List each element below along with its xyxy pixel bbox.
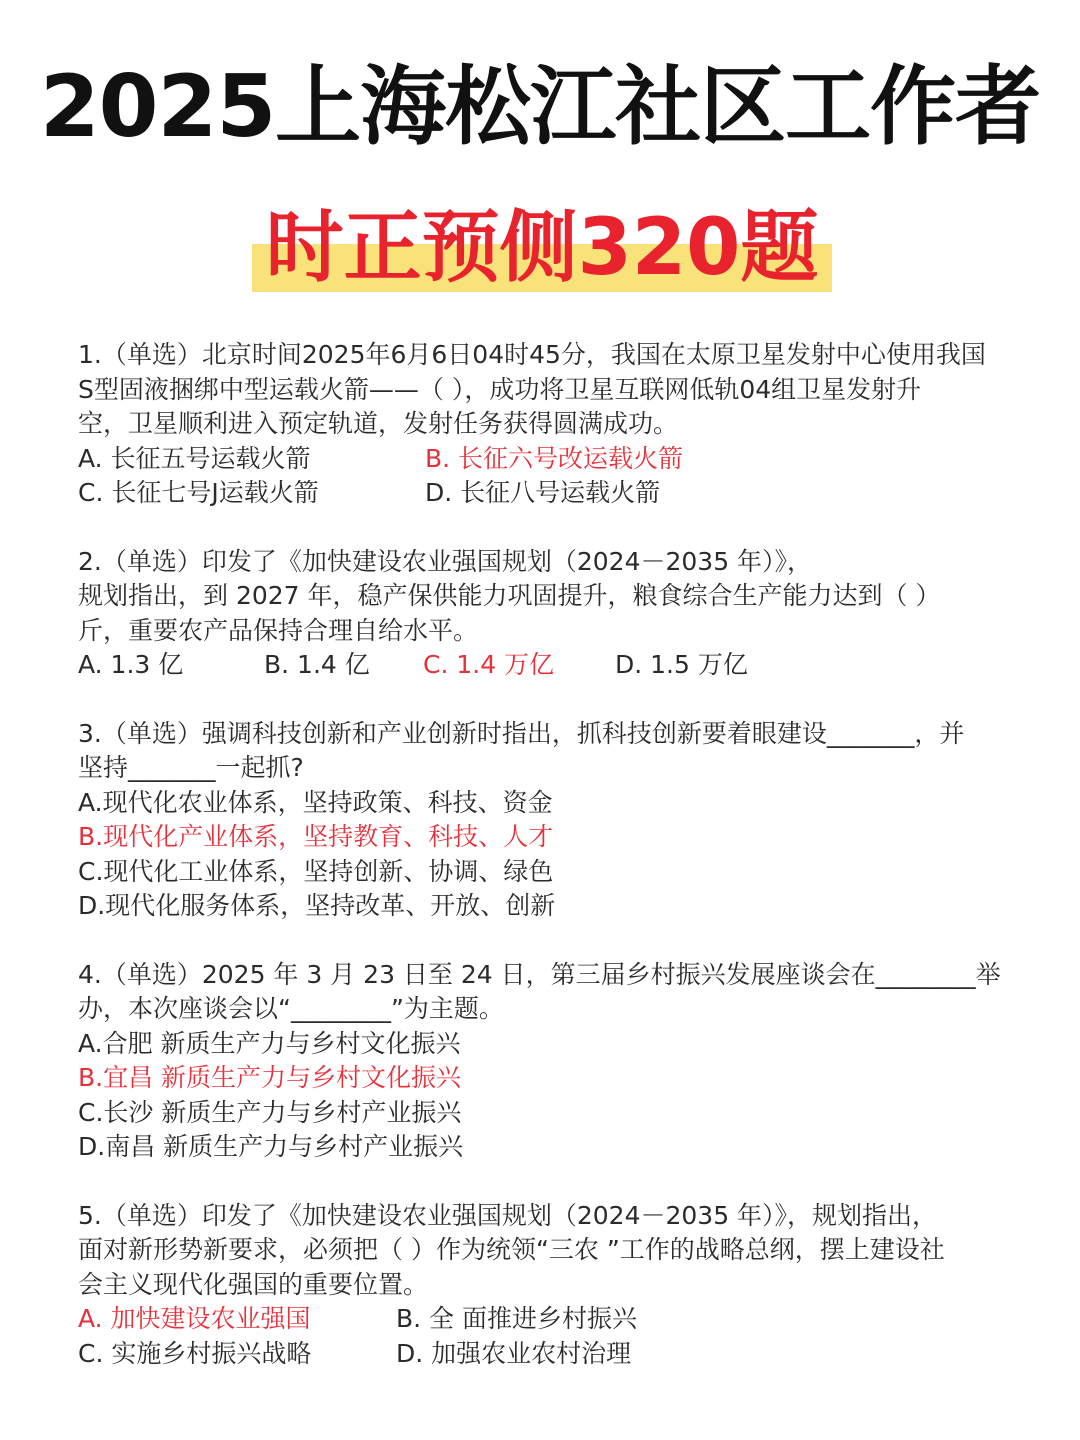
option-d[interactable]: D. 加强农业农村治理 [396,1338,632,1368]
question-5-stem-line: 5.（单选）印发了《加快建设农业强国规划（2024－2035 年）》，规划指出， [78,1200,938,1230]
page-title: 2025上海松江社区工作者 [39,57,1041,157]
option-c[interactable]: C.现代化工业体系，坚持创新、协调、绿色 [78,856,554,886]
option-b[interactable]: B. 1.4 亿 [264,650,370,679]
question-3-stem-line: 坚持_______一起抓? [78,753,304,782]
subtitle-block [252,198,832,298]
option-b-correct[interactable]: B.宜昌 新质生产力与乡村文化振兴 [78,1063,462,1092]
question-5 [78,1199,1028,1372]
question-1-options-row [78,442,1028,477]
question-2-stem-line: 斤，重要农产品保持合理自给水平。 [78,615,479,645]
page-subtitle: 时正预侧320题 [265,203,819,293]
option-d[interactable]: D. 1.5 万亿 [615,650,748,679]
option-c-correct[interactable]: C. 1.4 万亿 [423,650,555,679]
option-d[interactable]: D.南昌 新质生产力与乡村产业振兴 [78,1132,464,1161]
option-d[interactable]: D. 长征八号运载火箭 [425,478,661,507]
option-a[interactable]: A. 长征五号运载火箭 [78,443,311,473]
question-1 [78,338,1028,511]
question-2-stem-line: 2.（单选）印发了《加快建设农业强国规划（2024－2035 年）》， [78,546,813,576]
option-c[interactable]: C. 实施乡村振兴战略 [78,1338,312,1368]
question-1-stem-line: 1.（单选）北京时间2025年6月6日04时45分，我国在太原卫星发射中心使用我国 [78,340,986,369]
option-d[interactable]: D.现代化服务体系，坚持改革、开放、创新 [78,891,556,920]
question-3 [78,717,1028,924]
question-3-stem-line: 3.（单选）强调科技创新和产业创新时指出，抓科技创新要着眼建设_______，并 [78,718,965,748]
question-2-options-row [78,648,1028,683]
question-1-options-row [78,476,1028,511]
option-a[interactable]: A. 1.3 亿 [78,650,184,679]
question-5-options-row [78,1302,1028,1337]
option-b[interactable]: B. 全 面推进乡村振兴 [396,1304,637,1333]
option-c[interactable]: C.长沙 新质生产力与乡村产业振兴 [78,1097,462,1127]
question-2-stem-line: 规划指出，到 2027 年，稳产保供能力巩固提升，粮食综合生产能力达到（ ） [78,581,941,610]
option-b-correct[interactable]: B.现代化产业体系，坚持教育、科技、人才 [78,822,554,851]
question-5-stem-line: 会主义现代化强国的重要位置。 [78,1269,429,1299]
question-1-stem-line: 空，卫星顺利进入预定轨道，发射任务获得圆满成功。 [78,409,679,438]
option-c[interactable]: C. 长征七号J运载火箭 [78,478,319,507]
option-b-correct[interactable]: B. 长征六号改运载火箭 [425,443,684,473]
question-1-stem-line: S型固液捆绑中型运载火箭——（ ），成功将卫星互联网低轨04组卫星发射升 [78,374,922,404]
option-a[interactable]: A.合肥 新质生产力与乡村文化振兴 [78,1028,461,1058]
question-list [78,338,1028,1405]
question-4-stem-line: 办，本次座谈会以“________”为主题。 [78,994,504,1023]
option-a[interactable]: A.现代化农业体系，坚持政策、科技、资金 [78,787,553,817]
question-5-stem-line: 面对新形势新要求，必须把（ ）作为统领“三农 ”工作的战略总纲，摆上建设社 [78,1235,945,1264]
question-4 [78,958,1028,1165]
question-2 [78,545,1028,683]
option-a-correct[interactable]: A. 加快建设农业强国 [78,1304,311,1333]
question-4-stem-line: 4.（单选）2025 年 3 月 23 日至 24 日，第三届乡村振兴发展座谈会在________举 [78,959,1001,989]
question-5-options-row [78,1337,1028,1372]
